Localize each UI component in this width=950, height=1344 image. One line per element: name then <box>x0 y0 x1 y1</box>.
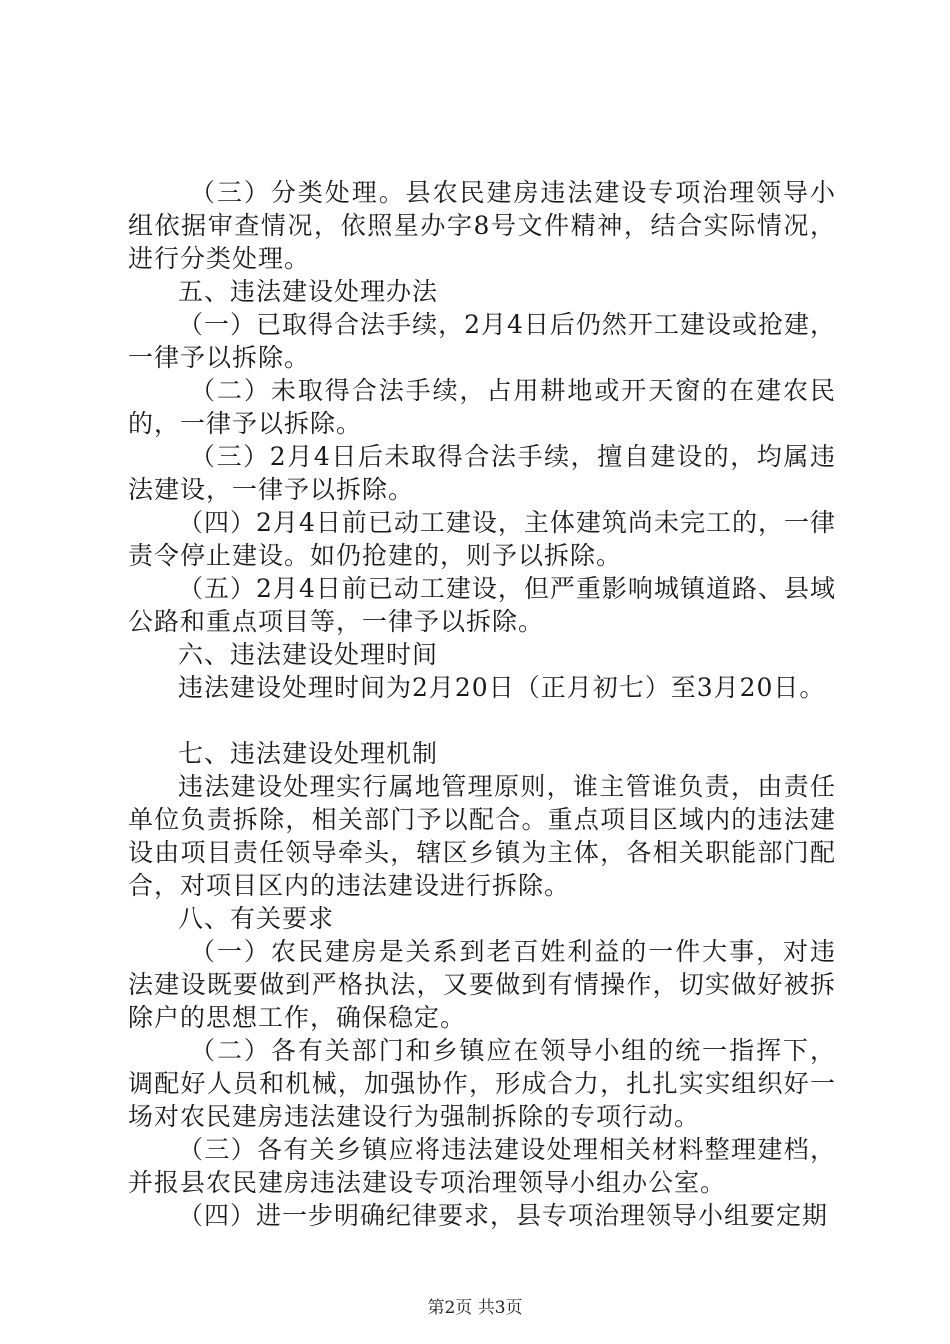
paragraph-requirement-3: （三）各有关乡镇应将违法建设处理相关材料整理建档，并报县农民建房违法建设专项治理领导小组办公室。 <box>128 1135 836 1197</box>
section-heading-8: 八、有关要求 <box>178 904 335 933</box>
paragraph-measure-1: （一）已取得合法手续，2月4日后仍然开工建设或抢建，一律予以拆除。 <box>128 310 836 372</box>
paragraph-measure-5: （五）2月4日前已动工建设，但严重影响城镇道路、县域公路和重点项目等，一律予以拆除。 <box>128 574 836 636</box>
section-heading-5: 五、违法建设处理办法 <box>178 277 439 306</box>
paragraph-requirement-1: （一）农民建房是关系到老百姓利益的一件大事，对违法建设既要做到严格执法，又要做到有情操作，切实做好被拆除户的思想工作，确保稳定。 <box>128 937 836 1032</box>
paragraph-handling-time: 违法建设处理时间为2月20日（正月初七）至3月20日。 <box>178 673 826 702</box>
paragraph-measure-3: （三）2月4日后未取得合法手续，擅自建设的，均属违法建设，一律予以拆除。 <box>128 442 836 504</box>
section-heading-6: 六、违法建设处理时间 <box>178 640 439 669</box>
paragraph-requirement-2: （二）各有关部门和乡镇应在领导小组的统一指挥下，调配好人员和机械，加强协作，形成合力，扎扎实实组织好一场对农民建房违法建设行为强制拆除的专项行动。 <box>128 1036 836 1131</box>
paragraph-measure-4: （四）2月4日前已动工建设，主体建筑尚未完工的，一律责令停止建设。如仍抢建的，则予以拆除。 <box>128 508 836 570</box>
paragraph-measure-2: （二）未取得合法手续，占用耕地或开天窗的在建农民的，一律予以拆除。 <box>128 376 836 438</box>
document-body <box>128 176 836 1232</box>
section-heading-7: 七、违法建设处理机制 <box>178 739 439 768</box>
paragraph-requirement-4: （四）进一步明确纪律要求，县专项治理领导小组要定期 <box>178 1201 829 1230</box>
paragraph-classification-handling: （三）分类处理。县农民建房违法建设专项治理领导小组依据审查情况，依照星办字8号文件精神，结合实际情况，进行分类处理。 <box>128 178 836 273</box>
page-footer: 第2页 共3页 <box>427 1298 523 1318</box>
paragraph-handling-mechanism: 违法建设处理实行属地管理原则，谁主管谁负责，由责任单位负责拆除，相关部门予以配合。重点项目区域内的违法建设由项目责任领导牵头，辖区乡镇为主体，各相关职能部门配合，对项目区内的违法建设进行拆除。 <box>128 772 836 900</box>
